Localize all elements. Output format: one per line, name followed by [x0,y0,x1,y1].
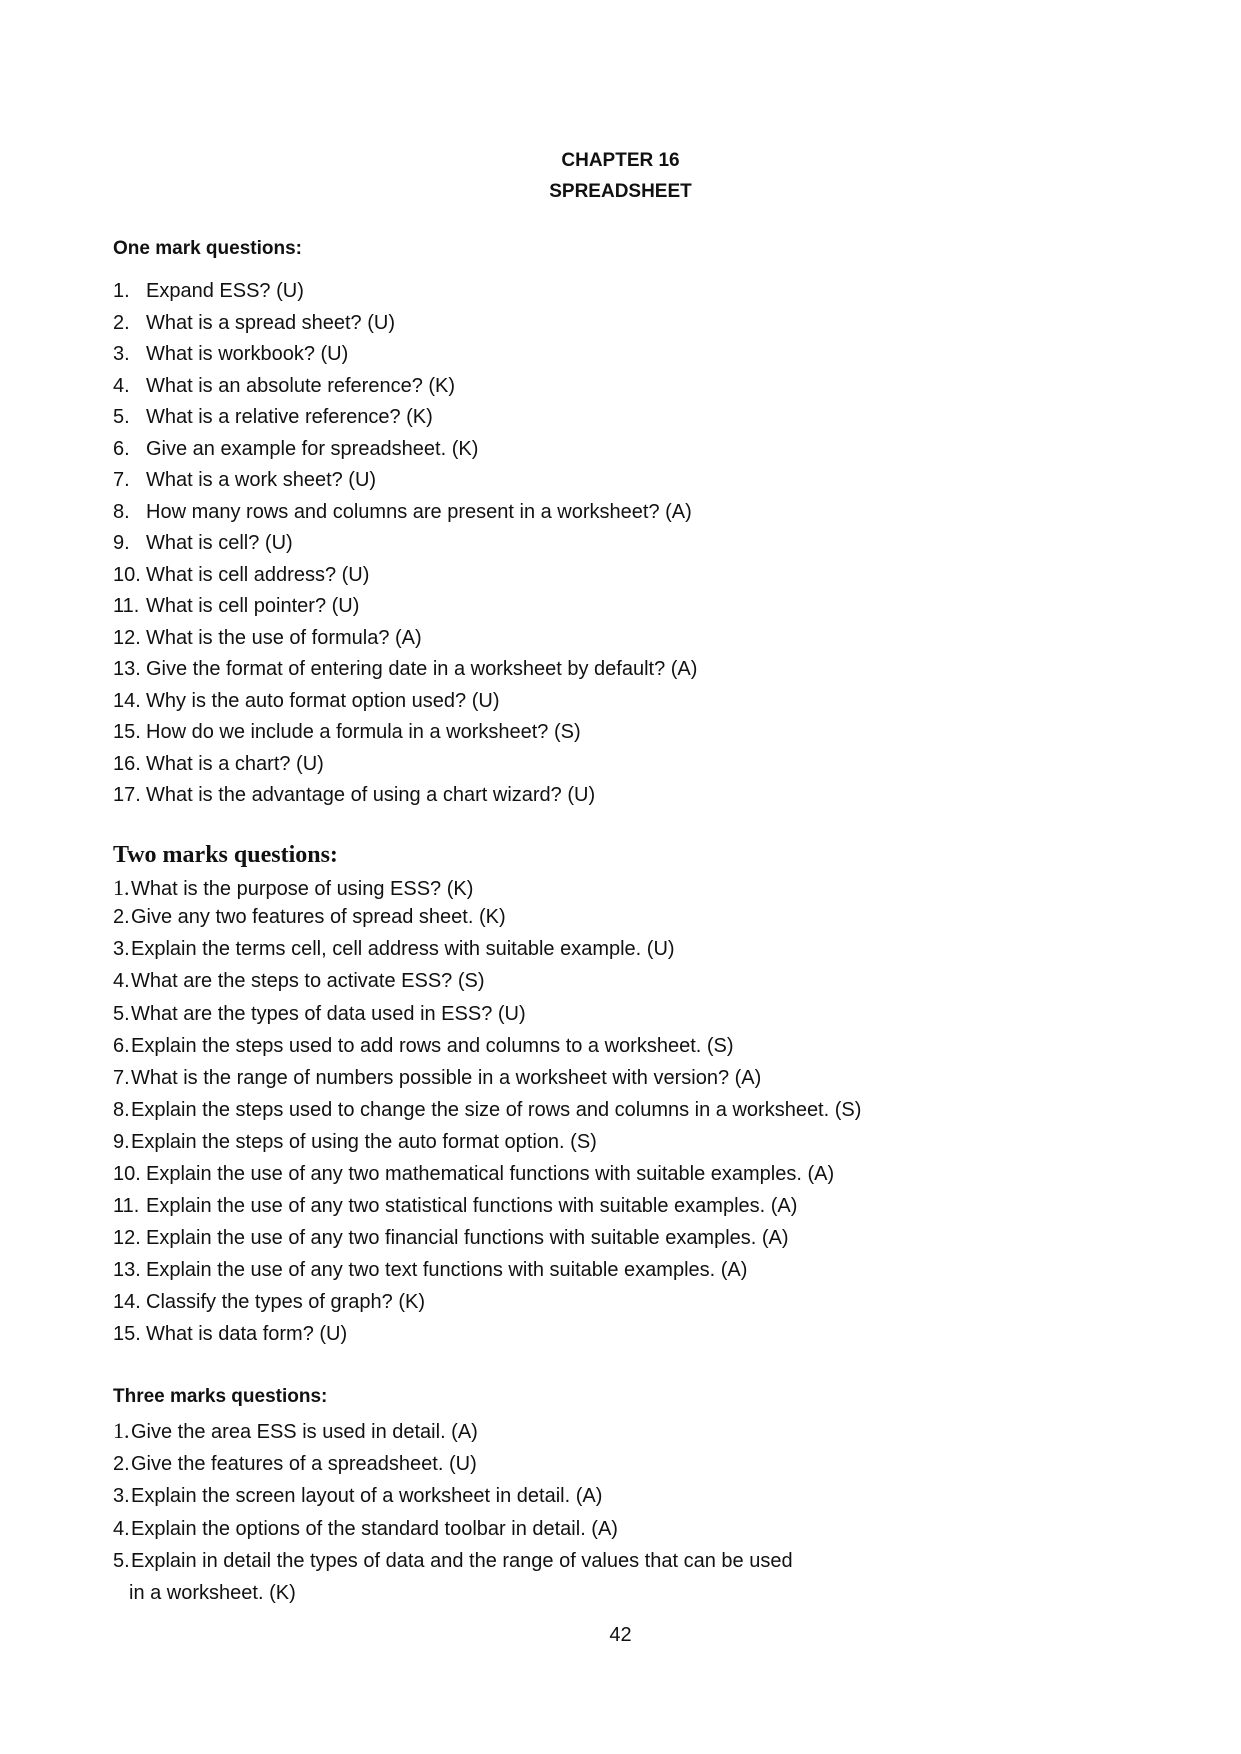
item-number: 12. [113,627,141,649]
list-item [113,1001,526,1027]
item-text: Explain the terms cell, cell address with suitable example. (U) [131,938,675,960]
item-number: 2. [113,906,130,928]
item-number: 2. [113,312,130,334]
item-text: What is a chart? (U) [146,753,324,775]
item-text: Give the features of a spreadsheet. (U) [131,1453,477,1475]
item-text: Give the area ESS is used in detail. (A) [131,1421,478,1443]
list-item [113,656,697,682]
list-item [113,310,395,336]
item-number: 16. [113,753,141,775]
list-item [113,467,376,493]
item-text: Give an example for spreadsheet. (K) [146,438,479,460]
list-item [113,404,433,430]
list-item [113,968,485,994]
item-text: Explain the use of any two financial functions with suitable examples. (A) [146,1227,789,1249]
list-item [113,278,304,304]
list-item [113,341,348,367]
item-number: 8. [113,501,130,523]
item-number: 15. [113,1323,141,1345]
item-text: What is the advantage of using a chart wizard? (U) [146,784,596,806]
item-text: Explain the screen layout of a worksheet in detail. (A) [131,1485,603,1507]
list-item [113,1193,797,1219]
item-number: 7. [113,469,130,491]
three-marks-heading: Three marks questions: [113,1386,328,1407]
item-number: 3. [113,1485,130,1507]
item-text: Give any two features of spread sheet. (K) [131,906,506,928]
list-item [113,1065,761,1091]
item-number: 17. [113,784,141,806]
item-text: What is the use of formula? (A) [146,627,422,649]
list-item [113,1516,618,1542]
item-number: 9. [113,1131,130,1153]
list-item [113,1321,347,1347]
list-item-continuation: in a worksheet. (K) [129,1582,296,1604]
item-number: 13. [113,1259,141,1281]
item-number: 11. [113,595,140,617]
item-number: 6. [113,1035,130,1057]
item-text: Explain the steps used to add rows and columns to a worksheet. (S) [131,1035,734,1057]
item-number: 7. [113,1067,130,1089]
list-item [113,1033,734,1059]
item-text: Explain the use of any two statistical functions with suitable examples. (A) [146,1195,798,1217]
item-number: 4. [113,970,130,992]
item-number: 3. [113,343,130,365]
list-item [113,1225,789,1251]
list-item [113,562,369,588]
page-number: 42 [609,1624,632,1646]
list-item [113,625,422,651]
item-text: Why is the auto format option used? (U) [146,690,500,712]
list-item [113,782,595,808]
item-number: 5. [113,1550,130,1572]
item-number: 11. [113,1195,140,1217]
list-item [113,1548,793,1574]
item-text: How many rows and columns are present in a worksheet? (A) [146,501,692,523]
item-number: 8. [113,1099,130,1121]
list-item [113,688,500,714]
item-number: 1. [113,1418,130,1443]
chapter-title: SPREADSHEET [549,181,692,202]
item-number: 4. [113,375,130,397]
list-item [113,373,455,399]
list-item [113,904,506,930]
item-text: What is cell pointer? (U) [146,595,360,617]
item-number: 14. [113,1291,141,1313]
one-mark-heading: One mark questions: [113,238,302,259]
chapter-label: CHAPTER 16 [561,150,680,171]
item-number: 10. [113,1163,141,1185]
list-item [113,1097,861,1123]
item-number: 6. [113,438,130,460]
item-text: What are the types of data used in ESS? (U) [131,1003,526,1025]
item-text: What is a work sheet? (U) [146,469,377,491]
list-item [113,751,324,777]
list-item [113,1161,834,1187]
item-text: Explain the use of any two mathematical functions with suitable examples. (A) [146,1163,835,1185]
item-number: 5. [113,1003,130,1025]
list-item [113,530,293,556]
item-number: 13. [113,658,141,680]
item-text: What is data form? (U) [146,1323,348,1345]
item-text: Explain the use of any two text functions with suitable examples. (A) [146,1259,748,1281]
item-text: What is a spread sheet? (U) [146,312,395,334]
item-number: 5. [113,406,130,428]
item-text: What is workbook? (U) [146,343,349,365]
list-item [113,1483,602,1509]
list-item [113,1129,597,1155]
item-number: 15. [113,721,141,743]
item-text: Explain in detail the types of data and the range of values that can be used [131,1550,793,1572]
item-text: What is cell? (U) [146,532,293,554]
item-text: Give the format of entering date in a worksheet by default? (A) [146,658,698,680]
item-text: What is the range of numbers possible in a worksheet with version? (A) [131,1067,762,1089]
item-text: What is the purpose of using ESS? (K) [131,878,474,900]
item-number: 10. [113,564,141,586]
list-item [113,719,581,745]
item-text: What is an absolute reference? (K) [146,375,456,397]
item-number: 2. [113,1453,130,1475]
list-item [113,936,675,962]
item-number: 1. [113,280,130,302]
item-number: 3. [113,938,130,960]
item-text: What is cell address? (U) [146,564,370,586]
item-number: 4. [113,1518,130,1540]
item-text: What is a relative reference? (K) [146,406,433,428]
list-item [113,499,692,525]
list-item [113,875,473,902]
item-text: Classify the types of graph? (K) [146,1291,426,1313]
item-text: What are the steps to activate ESS? (S) [131,970,485,992]
two-marks-heading: Two marks questions: [113,842,338,868]
list-item [113,1257,747,1283]
item-text: Explain the steps used to change the size of rows and columns in a worksheet. (S) [131,1099,862,1121]
list-item [113,436,478,462]
item-number: 12. [113,1227,141,1249]
item-text: Explain the steps of using the auto format option. (S) [131,1131,597,1153]
list-item [113,1451,477,1477]
item-number: 1. [113,875,130,900]
list-item [113,1289,425,1315]
list-item [113,593,359,619]
item-text: Explain the options of the standard toolbar in detail. (A) [131,1518,618,1540]
item-number: 9. [113,532,130,554]
item-text: Expand ESS? (U) [146,280,304,302]
item-text: How do we include a formula in a worksheet? (S) [146,721,581,743]
list-item [113,1418,478,1445]
item-number: 14. [113,690,141,712]
